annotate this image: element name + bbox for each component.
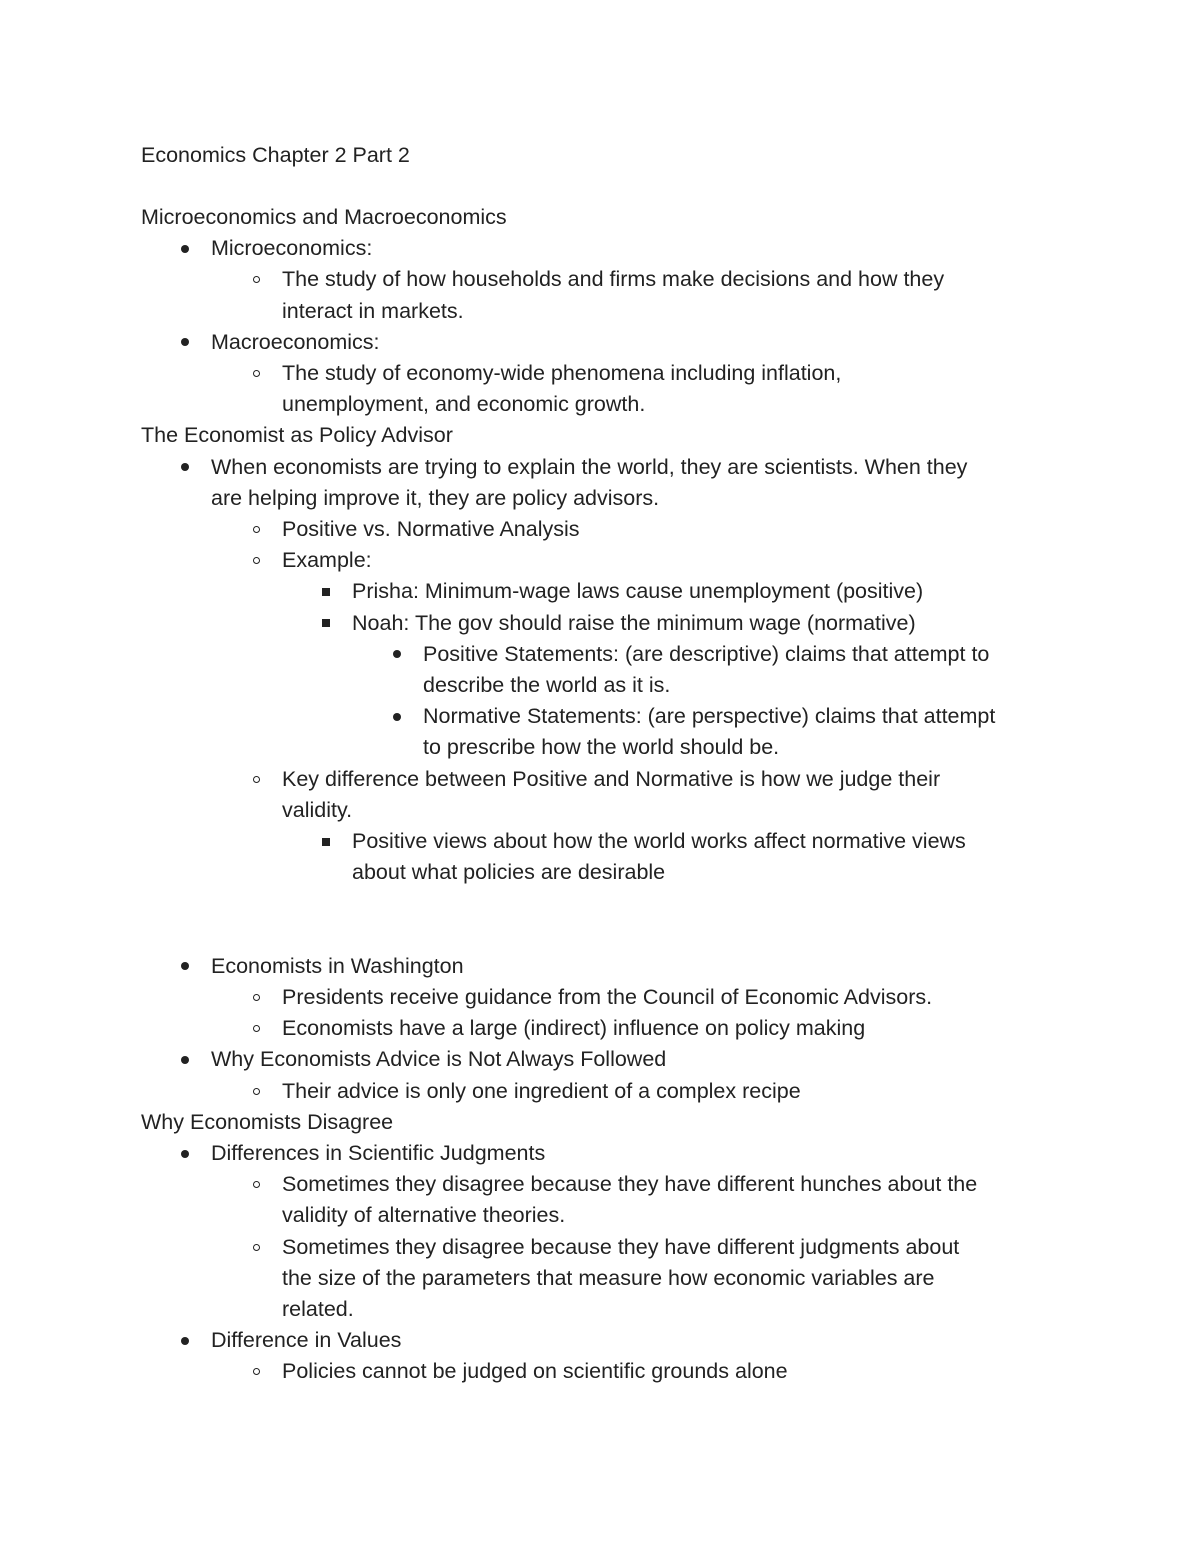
disc-bullet-icon	[389, 639, 405, 670]
circle-bullet-shape	[253, 370, 260, 377]
circle-bullet-shape	[253, 1368, 260, 1375]
disc-bullet-shape	[181, 245, 189, 253]
circle-bullet-shape	[253, 1181, 260, 1188]
disc-bullet-icon	[177, 1138, 193, 1169]
square-bullet-icon	[318, 576, 334, 607]
disc-bullet-icon	[177, 327, 193, 358]
list-item-text: unemployment, and economic growth.	[282, 392, 646, 417]
list-item-text: Their advice is only one ingredient of a complex recipe	[282, 1078, 801, 1103]
circle-bullet-shape	[253, 526, 260, 533]
section-heading-text: The Economist as Policy Advisor	[141, 423, 453, 448]
circle-bullet-icon	[248, 358, 264, 389]
square-bullet-shape	[322, 619, 330, 627]
list-item-text: Microeconomics:	[211, 236, 373, 261]
list-item-text: interact in markets.	[282, 298, 464, 323]
circle-bullet-shape	[253, 1244, 260, 1251]
circle-bullet-shape	[253, 276, 260, 283]
list-item-text: Example:	[282, 548, 372, 573]
list-item-text: Why Economists Advice is Not Always Followed	[211, 1047, 667, 1072]
list-item-text: Differences in Scientific Judgments	[211, 1141, 546, 1165]
list-item-text: Difference in Values	[211, 1328, 402, 1353]
disc-bullet-icon	[177, 951, 193, 982]
disc-bullet-icon	[177, 1044, 193, 1075]
list-item-text: the size of the parameters that measure how economic variables are	[282, 1265, 935, 1290]
list-item-text: are helping improve it, they are policy advisors.	[211, 485, 660, 510]
circle-bullet-icon	[248, 1356, 264, 1387]
list-item-text: validity of alternative theories.	[282, 1203, 566, 1228]
disc-bullet-shape	[393, 650, 401, 658]
list-item-text: The study of economy-wide phenomena including inflation,	[282, 361, 842, 385]
list-item-text: Macroeconomics:	[211, 329, 380, 354]
circle-bullet-icon	[248, 764, 264, 795]
circle-bullet-icon	[248, 1076, 264, 1107]
list-item-text: Economists in Washington	[211, 953, 464, 978]
document-title-text: Economics Chapter 2 Part 2	[141, 143, 410, 167]
list-item-text: Prisha: Minimum-wage laws cause unemployment (positive)	[352, 579, 924, 604]
circle-bullet-icon	[248, 1013, 264, 1044]
square-bullet-icon	[318, 826, 334, 857]
disc-bullet-icon	[177, 1325, 193, 1356]
circle-bullet-shape	[253, 776, 260, 783]
circle-bullet-icon	[248, 982, 264, 1013]
disc-bullet-shape	[181, 338, 189, 346]
section-heading-text: Microeconomics and Macroeconomics	[141, 205, 507, 229]
list-item-text: Policies cannot be judged on scientific grounds alone	[282, 1359, 788, 1384]
list-item-text: Economists have a large (indirect) influence on policy making	[282, 1016, 866, 1041]
disc-bullet-shape	[181, 1150, 189, 1158]
list-item-text: Sometimes they disagree because they have different judgments about	[282, 1234, 960, 1259]
disc-bullet-shape	[393, 713, 401, 721]
disc-bullet-icon	[177, 233, 193, 264]
square-bullet-shape	[322, 588, 330, 596]
list-item-text: Normative Statements: (are perspective) claims that attempt	[423, 704, 996, 729]
circle-bullet-shape	[253, 557, 260, 564]
circle-bullet-icon	[248, 1169, 264, 1200]
list-item-text: Key difference between Positive and Normative is how we judge their	[282, 766, 941, 791]
circle-bullet-shape	[253, 994, 260, 1001]
circle-bullet-icon	[248, 1232, 264, 1263]
list-item-text: Presidents receive guidance from the Council of Economic Advisors.	[282, 985, 933, 1009]
list-item-text: describe the world as it is.	[423, 673, 671, 697]
square-bullet-shape	[322, 838, 330, 846]
disc-bullet-icon	[389, 701, 405, 732]
list-item-text: related.	[282, 1297, 354, 1321]
list-item-text: Sometimes they disagree because they have different hunches about the	[282, 1172, 978, 1197]
circle-bullet-shape	[253, 1088, 260, 1095]
circle-bullet-icon	[248, 514, 264, 545]
list-item-text: Positive Statements: (are descriptive) claims that attempt to	[423, 641, 990, 666]
circle-bullet-shape	[253, 1025, 260, 1032]
list-item-text: validity.	[282, 797, 353, 822]
list-item-text: Noah: The gov should raise the minimum wage (normative)	[352, 610, 916, 635]
disc-bullet-shape	[181, 463, 189, 471]
disc-bullet-shape	[181, 1056, 189, 1064]
disc-bullet-shape	[181, 1337, 189, 1345]
list-item-text: Positive views about how the world works affect normative views	[352, 829, 966, 853]
square-bullet-icon	[318, 608, 334, 639]
list-item-text: When economists are trying to explain the world, they are scientists. When they	[211, 454, 968, 479]
list-item-text: about what policies are desirable	[352, 860, 666, 885]
disc-bullet-shape	[181, 962, 189, 970]
list-item-text: Positive vs. Normative Analysis	[282, 517, 580, 541]
disc-bullet-icon	[177, 452, 193, 483]
list-item-text: to prescribe how the world should be.	[423, 735, 780, 760]
section-heading-text: Why Economists Disagree	[141, 1109, 394, 1134]
circle-bullet-icon	[248, 264, 264, 295]
circle-bullet-icon	[248, 545, 264, 576]
list-item-text: The study of how households and firms make decisions and how they	[282, 267, 945, 292]
